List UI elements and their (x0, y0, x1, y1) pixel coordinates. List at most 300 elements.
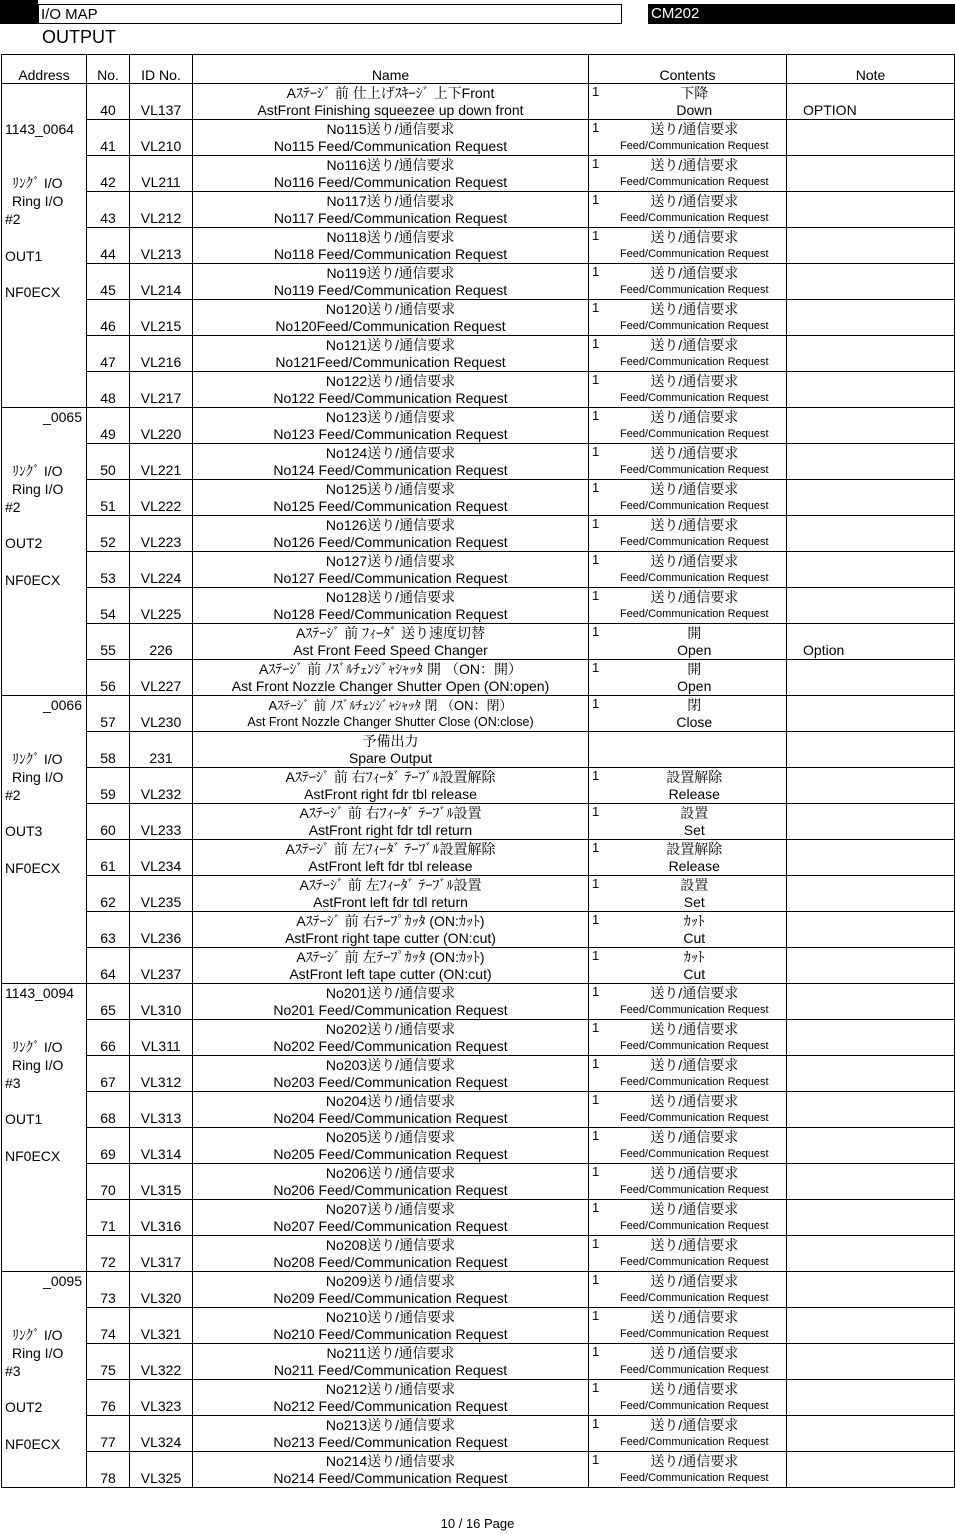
contents-japanese: 下降 (680, 84, 709, 101)
name-japanese: No202送り/通信要求 (325, 1020, 456, 1037)
contents-japanese: 送り/通信要求 (650, 1416, 739, 1433)
row-note (787, 1416, 955, 1452)
row-note (787, 1128, 955, 1164)
row-name (193, 444, 589, 480)
row-bit-value: 1 (589, 948, 603, 984)
name-japanese: No123送り/通信要求 (325, 408, 456, 425)
row-id: VL324 (130, 1416, 193, 1452)
name-japanese: Aｽﾃｰｼﾞ 前 右ﾌｨｰﾀﾞ ﾃｰﾌﾞﾙ設置 (299, 804, 482, 821)
name-japanese: No117送り/通信要求 (326, 192, 455, 209)
contents-english: Feed/Communication Request (619, 1219, 769, 1232)
row-note (787, 192, 955, 228)
table-row (2, 336, 955, 372)
row-note (787, 1056, 955, 1092)
address-line: NF0ECX (5, 1147, 61, 1164)
name-english: No212 Feed/Communication Request (273, 1397, 508, 1414)
row-id: VL220 (130, 408, 193, 444)
row-bit-value: 1 (589, 516, 603, 552)
row-id: VL232 (130, 768, 193, 804)
table-row (2, 552, 955, 588)
row-number: 52 (87, 516, 130, 552)
row-name (193, 1020, 589, 1056)
row-bit-value: 1 (589, 912, 603, 948)
name-japanese: No203送り/通信要求 (325, 1056, 456, 1073)
io-map-table (1, 54, 955, 1488)
row-note (787, 696, 955, 732)
name-japanese: No206送り/通信要求 (325, 1164, 456, 1181)
table-row (2, 1164, 955, 1200)
row-contents (603, 732, 787, 768)
table-row (2, 1020, 955, 1056)
contents-japanese: 送り/通信要求 (650, 120, 739, 137)
table-row (2, 1056, 955, 1092)
name-japanese: No120送り/通信要求 (325, 300, 456, 317)
row-bit-value: 1 (589, 624, 603, 660)
row-name (193, 1416, 589, 1452)
row-name (193, 1308, 589, 1344)
row-bit-value: 1 (589, 336, 603, 372)
col-contents: Contents (589, 55, 787, 84)
contents-japanese: 送り/通信要求 (650, 264, 739, 281)
row-bit-value: 1 (589, 1200, 603, 1236)
row-number: 54 (87, 588, 130, 624)
contents-english: Feed/Communication Request (619, 1003, 769, 1016)
table-row (2, 444, 955, 480)
table-row (2, 1380, 955, 1416)
row-contents (603, 1308, 787, 1344)
name-japanese: Aｽﾃｰｼﾞ 前 左ﾌｨｰﾀﾞ ﾃｰﾌﾞﾙ設置解除 (285, 840, 496, 857)
name-english: No123 Feed/Communication Request (273, 425, 508, 442)
row-number: 65 (87, 984, 130, 1020)
row-number: 41 (87, 120, 130, 156)
row-note (787, 840, 955, 876)
row-note: OPTION (787, 84, 955, 120)
col-no: No. (87, 55, 130, 84)
row-name (193, 156, 589, 192)
row-bit-value: 1 (589, 840, 603, 876)
row-note (787, 948, 955, 984)
row-note (787, 588, 955, 624)
row-contents (603, 768, 787, 804)
row-id: VL316 (130, 1200, 193, 1236)
row-id: VL213 (130, 228, 193, 264)
row-id: VL315 (130, 1164, 193, 1200)
row-bit-value: 1 (589, 1272, 603, 1308)
address-line: NF0ECX (5, 859, 61, 876)
row-name (193, 840, 589, 876)
name-japanese: No121送り/通信要求 (325, 336, 456, 353)
address-cell (2, 408, 87, 696)
contents-english: Set (683, 821, 705, 838)
name-japanese: No124送り/通信要求 (325, 444, 456, 461)
name-english: No126 Feed/Communication Request (273, 533, 508, 550)
row-contents (603, 1092, 787, 1128)
name-japanese: Aｽﾃｰｼﾞ 前 ﾉｽﾞﾙﾁｪﾝｼﾞｬｼｬｯﾀ 閉 （ON：閉） (268, 697, 513, 713)
row-number: 50 (87, 444, 130, 480)
address-line: ﾘﾝｸﾞ I/O (12, 751, 63, 768)
col-address: Address (2, 55, 87, 84)
row-id: VL234 (130, 840, 193, 876)
row-contents (603, 336, 787, 372)
row-note (787, 1164, 955, 1200)
contents-japanese: 送り/通信要求 (650, 372, 739, 389)
contents-japanese: 送り/通信要求 (650, 1452, 739, 1469)
row-name (193, 552, 589, 588)
row-name (193, 300, 589, 336)
table-row (2, 372, 955, 408)
table-row (2, 804, 955, 840)
row-bit-value: 1 (589, 984, 603, 1020)
row-contents (603, 660, 787, 696)
name-japanese: No213送り/通信要求 (325, 1416, 456, 1433)
row-bit-value: 1 (589, 1092, 603, 1128)
row-name (193, 696, 589, 732)
name-english: No127 Feed/Communication Request (273, 569, 508, 586)
name-japanese: Aｽﾃｰｼﾞ 前 左ﾃｰﾌﾟｶｯﾀ (ON:ｶｯﾄ) (296, 948, 485, 965)
contents-japanese: 送り/通信要求 (650, 300, 739, 317)
row-bit-value (589, 732, 603, 768)
contents-japanese: 送り/通信要求 (650, 1056, 739, 1073)
row-id: VL227 (130, 660, 193, 696)
row-note (787, 660, 955, 696)
row-bit-value: 1 (589, 1020, 603, 1056)
row-name (193, 732, 589, 768)
row-id: VL321 (130, 1308, 193, 1344)
contents-japanese: ｶｯﾄ (683, 948, 705, 965)
row-contents (603, 876, 787, 912)
name-english: No204 Feed/Communication Request (273, 1109, 508, 1126)
name-english: No125 Feed/Communication Request (273, 497, 508, 514)
address-line: #2 (5, 499, 21, 516)
table-row (2, 1128, 955, 1164)
row-name (193, 1092, 589, 1128)
name-english: No206 Feed/Communication Request (273, 1181, 508, 1198)
address-line: Ring I/O (12, 1057, 64, 1074)
section-title: OUTPUT (42, 27, 116, 47)
row-contents (603, 156, 787, 192)
row-number: 74 (87, 1308, 130, 1344)
contents-japanese: 送り/通信要求 (650, 516, 739, 533)
row-id: VL214 (130, 264, 193, 300)
name-english: AstFront right fdr tdl return (308, 821, 473, 838)
row-contents (603, 696, 787, 732)
name-english: No121Feed/Communication Request (275, 353, 506, 370)
row-name (193, 1056, 589, 1092)
row-bit-value: 1 (589, 228, 603, 264)
address-line: NF0ECX (5, 571, 61, 588)
row-contents (603, 192, 787, 228)
row-note (787, 876, 955, 912)
contents-english: Feed/Communication Request (619, 319, 769, 332)
row-number: 47 (87, 336, 130, 372)
row-id: VL312 (130, 1056, 193, 1092)
row-note (787, 120, 955, 156)
row-id: VL237 (130, 948, 193, 984)
row-id: VL323 (130, 1380, 193, 1416)
contents-japanese: 送り/通信要求 (650, 228, 739, 245)
name-english: No115 Feed/Communication Request (273, 137, 508, 154)
row-id: VL211 (130, 156, 193, 192)
address-line: OUT2 (5, 535, 43, 552)
address-line: _0066 (43, 697, 82, 713)
contents-japanese: 送り/通信要求 (650, 1308, 739, 1325)
row-contents (603, 516, 787, 552)
table-header-row (2, 55, 955, 84)
row-contents (603, 84, 787, 120)
row-id: VL325 (130, 1452, 193, 1488)
contents-japanese: 送り/通信要求 (650, 552, 739, 569)
row-id: VL223 (130, 516, 193, 552)
contents-english: Feed/Communication Request (619, 1255, 769, 1268)
table-row (2, 120, 955, 156)
row-id: VL210 (130, 120, 193, 156)
name-japanese: No116送り/通信要求 (326, 156, 455, 173)
row-bit-value: 1 (589, 192, 603, 228)
table-row (2, 156, 955, 192)
row-contents (603, 1200, 787, 1236)
row-note (787, 1344, 955, 1380)
row-id: VL222 (130, 480, 193, 516)
address-line: OUT1 (5, 1111, 43, 1128)
row-id: VL137 (130, 84, 193, 120)
contents-english: Feed/Communication Request (619, 427, 769, 440)
row-name (193, 408, 589, 444)
table-row (2, 1308, 955, 1344)
row-bit-value: 1 (589, 300, 603, 336)
row-bit-value: 1 (589, 588, 603, 624)
row-name (193, 876, 589, 912)
row-name (193, 1236, 589, 1272)
row-id: VL224 (130, 552, 193, 588)
row-note (787, 732, 955, 768)
row-number: 69 (87, 1128, 130, 1164)
row-number: 43 (87, 192, 130, 228)
table-row (2, 768, 955, 804)
contents-japanese: 送り/通信要求 (650, 1236, 739, 1253)
row-name (193, 1164, 589, 1200)
row-note (787, 372, 955, 408)
row-number: 40 (87, 84, 130, 120)
row-id: VL225 (130, 588, 193, 624)
row-note (787, 1020, 955, 1056)
row-id: VL215 (130, 300, 193, 336)
row-bit-value: 1 (589, 660, 603, 696)
row-contents (603, 1452, 787, 1488)
contents-japanese: 設置解除 (666, 768, 723, 785)
table-row (2, 948, 955, 984)
name-japanese: No205送り/通信要求 (325, 1128, 456, 1145)
name-english: Ast Front Nozzle Changer Shutter Close (ON:close) (247, 714, 534, 729)
address-line: Ring I/O (12, 193, 64, 210)
name-english: No117 Feed/Communication Request (273, 209, 508, 226)
row-note: Option (787, 624, 955, 660)
table-row (2, 84, 955, 120)
table-row (2, 732, 955, 768)
table-row (2, 588, 955, 624)
row-contents (603, 300, 787, 336)
row-bit-value: 1 (589, 1380, 603, 1416)
row-contents (603, 1164, 787, 1200)
row-number: 73 (87, 1272, 130, 1308)
contents-japanese: 開 (687, 624, 702, 641)
name-english: No207 Feed/Communication Request (273, 1217, 508, 1234)
row-number: 78 (87, 1452, 130, 1488)
row-contents (603, 948, 787, 984)
address-line: 1143_0064 (5, 121, 75, 138)
contents-japanese: 設置解除 (666, 840, 723, 857)
row-name (193, 948, 589, 984)
row-bit-value: 1 (589, 84, 603, 120)
address-line: ﾘﾝｸﾞ I/O (12, 463, 63, 480)
row-bit-value: 1 (589, 1416, 603, 1452)
address-line: _0095 (43, 1273, 82, 1289)
row-contents (603, 804, 787, 840)
name-english: No202 Feed/Communication Request (273, 1037, 508, 1054)
contents-japanese: 送り/通信要求 (650, 480, 739, 497)
row-note (787, 1092, 955, 1128)
name-japanese: 予備出力 (362, 732, 419, 749)
contents-english: Feed/Communication Request (619, 1399, 769, 1412)
row-note (787, 516, 955, 552)
row-name (193, 480, 589, 516)
table-row (2, 408, 955, 444)
contents-english: Open (677, 641, 712, 658)
row-name (193, 1272, 589, 1308)
row-id: VL317 (130, 1236, 193, 1272)
contents-english: Down (676, 101, 713, 118)
row-name (193, 1200, 589, 1236)
name-japanese: No201送り/通信要求 (325, 984, 456, 1001)
name-english: Spare Output (348, 749, 433, 766)
row-note (787, 1452, 955, 1488)
table-row (2, 228, 955, 264)
name-english: No209 Feed/Communication Request (273, 1289, 508, 1306)
contents-english: Feed/Communication Request (619, 283, 769, 296)
name-japanese: No122送り/通信要求 (325, 372, 456, 389)
row-number: 55 (87, 624, 130, 660)
table-row (2, 1452, 955, 1488)
row-contents (603, 552, 787, 588)
row-contents (603, 444, 787, 480)
row-name (193, 984, 589, 1020)
name-english: No201 Feed/Communication Request (273, 1001, 508, 1018)
address-line: 1143_0094 (5, 985, 75, 1001)
address-line: Ring I/O (12, 769, 64, 786)
row-number: 48 (87, 372, 130, 408)
address-line: ﾘﾝｸﾞ I/O (12, 175, 63, 192)
contents-english: Feed/Communication Request (619, 1075, 769, 1088)
row-bit-value: 1 (589, 156, 603, 192)
name-japanese: No204送り/通信要求 (325, 1092, 456, 1109)
row-number: 76 (87, 1380, 130, 1416)
table-row (2, 192, 955, 228)
table-row (2, 912, 955, 948)
name-english: No208 Feed/Communication Request (273, 1253, 508, 1270)
row-contents (603, 1128, 787, 1164)
name-english: AstFront right fdr tbl release (304, 785, 477, 802)
name-english: No214 Feed/Communication Request (273, 1469, 508, 1486)
row-number: 64 (87, 948, 130, 984)
row-contents (603, 1380, 787, 1416)
address-line: OUT3 (5, 823, 43, 840)
row-contents (603, 480, 787, 516)
contents-japanese: 閉 (687, 696, 702, 713)
name-english: AstFront left tape cutter (ON:cut) (289, 965, 492, 982)
row-bit-value: 1 (589, 1308, 603, 1344)
table-row (2, 480, 955, 516)
contents-japanese: 送り/通信要求 (650, 156, 739, 173)
row-note (787, 1236, 955, 1272)
row-id: VL236 (130, 912, 193, 948)
row-number: 53 (87, 552, 130, 588)
row-number: 77 (87, 1416, 130, 1452)
row-name (193, 192, 589, 228)
contents-japanese: 送り/通信要求 (650, 1380, 739, 1397)
name-japanese: Aｽﾃｰｼﾞ 前 ﾉｽﾞﾙﾁｪﾝｼﾞｬｼｬｯﾀ 開 （ON：開） (259, 660, 522, 677)
name-english: No124 Feed/Communication Request (273, 461, 508, 478)
table-row (2, 660, 955, 696)
name-japanese: No127送り/通信要求 (325, 552, 456, 569)
contents-english: Feed/Communication Request (619, 1471, 769, 1484)
table-row (2, 696, 955, 732)
row-number: 57 (87, 696, 130, 732)
row-id: VL310 (130, 984, 193, 1020)
address-cell (2, 696, 87, 984)
contents-english: Set (683, 893, 705, 910)
row-bit-value: 1 (589, 1452, 603, 1488)
row-contents (603, 1416, 787, 1452)
address-line: ﾘﾝｸﾞ I/O (12, 1039, 63, 1056)
contents-japanese: 送り/通信要求 (650, 588, 739, 605)
row-bit-value: 1 (589, 768, 603, 804)
row-number: 46 (87, 300, 130, 336)
row-bit-value: 1 (589, 372, 603, 408)
row-number: 42 (87, 156, 130, 192)
row-name (193, 516, 589, 552)
row-contents (603, 984, 787, 1020)
table-row (2, 1236, 955, 1272)
row-note (787, 1272, 955, 1308)
contents-english: Feed/Communication Request (619, 1147, 769, 1160)
contents-english: Open (677, 677, 712, 694)
row-name (193, 1128, 589, 1164)
row-number: 72 (87, 1236, 130, 1272)
contents-japanese: 設置 (680, 804, 709, 821)
header-black-bar (0, 0, 38, 24)
contents-english: Feed/Communication Request (619, 1291, 769, 1304)
name-english: No116 Feed/Communication Request (273, 173, 508, 190)
row-contents (603, 1020, 787, 1056)
contents-english: Feed/Communication Request (619, 1039, 769, 1052)
row-bit-value: 1 (589, 408, 603, 444)
address-line: NF0ECX (5, 283, 61, 300)
row-note (787, 480, 955, 516)
row-contents (603, 1056, 787, 1092)
table-row (2, 1272, 955, 1308)
row-note (787, 1200, 955, 1236)
contents-japanese: ｶｯﾄ (683, 912, 705, 929)
page-footer: 10 / 16 Page (440, 1516, 515, 1531)
address-line: #2 (5, 787, 21, 804)
contents-english: Feed/Communication Request (619, 355, 769, 368)
row-contents (603, 372, 787, 408)
name-japanese: Aｽﾃｰｼﾞ 前 仕上げｽｷｰｼﾞ 上下Front (286, 84, 495, 101)
row-note (787, 1380, 955, 1416)
row-id: VL212 (130, 192, 193, 228)
row-id: VL216 (130, 336, 193, 372)
row-note (787, 156, 955, 192)
contents-english: Feed/Communication Request (619, 1111, 769, 1124)
